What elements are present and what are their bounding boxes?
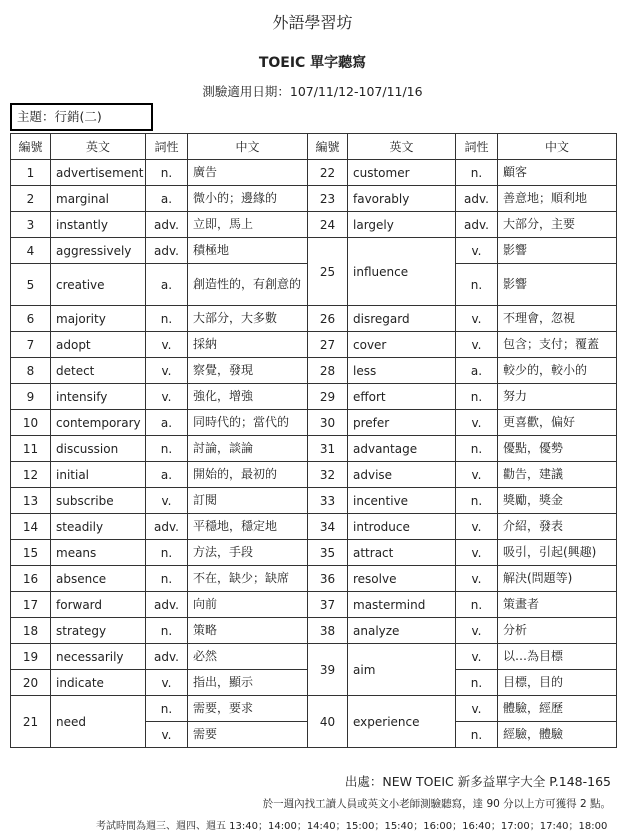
left-word-pos: n. — [146, 618, 188, 644]
left-word-number: 15 — [11, 540, 51, 566]
left-word-pos: v. — [146, 670, 188, 696]
left-word-chinese: 採納 — [188, 332, 308, 358]
left-word-english: discussion — [51, 436, 146, 462]
table-row — [11, 332, 617, 358]
right-word-chinese: 吸引，引起(興趣) — [498, 540, 617, 566]
left-word-english: necessarily — [51, 644, 146, 670]
table-row — [11, 306, 617, 332]
left-word-pos: n. — [146, 436, 188, 462]
left-word-chinese: 平穩地，穩定地 — [188, 514, 308, 540]
right-word-english: prefer — [348, 410, 456, 436]
right-word-chinese: 解決(問題等) — [498, 566, 617, 592]
table-row — [11, 618, 617, 644]
left-word-pos: n. — [146, 306, 188, 332]
right-word-chinese: 分析 — [498, 618, 617, 644]
col-header-pos: 詞性 — [456, 134, 498, 160]
right-word-pos: v. — [456, 238, 498, 264]
left-word-pos: v. — [146, 358, 188, 384]
left-word-chinese: 廣告 — [188, 160, 308, 186]
right-word-english: analyze — [348, 618, 456, 644]
left-word-english: advertisement — [51, 160, 146, 186]
right-word-pos: n. — [456, 488, 498, 514]
col-header-number: 編號 — [11, 134, 51, 160]
right-word-chinese: 較少的，較小的 — [498, 358, 617, 384]
left-word-english: creative — [51, 264, 146, 306]
left-word-pos: n. — [146, 696, 188, 722]
right-word-pos: n. — [456, 722, 498, 748]
left-word-pos: adv. — [146, 592, 188, 618]
left-word-english: means — [51, 540, 146, 566]
left-word-chinese: 需要，要求 — [188, 696, 308, 722]
right-word-number: 39 — [308, 644, 348, 696]
left-word-pos: n. — [146, 566, 188, 592]
left-word-english: marginal — [51, 186, 146, 212]
right-word-chinese: 包含；支付；覆蓋 — [498, 332, 617, 358]
left-word-number: 3 — [11, 212, 51, 238]
right-word-english: incentive — [348, 488, 456, 514]
left-word-pos: n. — [146, 540, 188, 566]
right-word-pos: adv. — [456, 186, 498, 212]
right-word-english: influence — [348, 238, 456, 306]
right-word-pos: n. — [456, 160, 498, 186]
source-note: 出處：NEW TOEIC 新多益單字大全 P.148-165 — [344, 774, 611, 789]
left-word-chinese: 微小的；邊緣的 — [188, 186, 308, 212]
table-row — [11, 436, 617, 462]
left-word-pos: adv. — [146, 514, 188, 540]
left-word-chinese: 強化，增強 — [188, 384, 308, 410]
right-word-english: aim — [348, 644, 456, 696]
left-word-english: instantly — [51, 212, 146, 238]
right-word-english: advise — [348, 462, 456, 488]
table-row — [11, 566, 617, 592]
right-word-number: 29 — [308, 384, 348, 410]
right-word-pos: v. — [456, 332, 498, 358]
right-word-number: 23 — [308, 186, 348, 212]
left-word-chinese: 察覺，發現 — [188, 358, 308, 384]
left-word-number: 16 — [11, 566, 51, 592]
table-row — [11, 212, 617, 238]
right-word-number: 33 — [308, 488, 348, 514]
right-word-number: 38 — [308, 618, 348, 644]
left-word-number: 18 — [11, 618, 51, 644]
col-header-number: 編號 — [308, 134, 348, 160]
right-word-number: 25 — [308, 238, 348, 306]
right-word-chinese: 體驗，經歷 — [498, 696, 617, 722]
right-word-english: experience — [348, 696, 456, 748]
table-row — [11, 462, 617, 488]
right-word-chinese: 優點，優勢 — [498, 436, 617, 462]
left-word-english: aggressively — [51, 238, 146, 264]
test-date: 測驗適用日期：107/11/12-107/11/16 — [202, 84, 423, 99]
left-word-pos: a. — [146, 410, 188, 436]
left-word-chinese: 必然 — [188, 644, 308, 670]
left-word-english: majority — [51, 306, 146, 332]
right-word-pos: v. — [456, 644, 498, 670]
right-word-chinese: 大部分，主要 — [498, 212, 617, 238]
right-word-english: advantage — [348, 436, 456, 462]
right-word-chinese: 努力 — [498, 384, 617, 410]
left-word-pos: v. — [146, 488, 188, 514]
left-word-pos: a. — [146, 462, 188, 488]
col-header-english: 英文 — [348, 134, 456, 160]
right-word-english: introduce — [348, 514, 456, 540]
left-word-chinese: 大部分，大多數 — [188, 306, 308, 332]
right-word-number: 27 — [308, 332, 348, 358]
left-word-english: forward — [51, 592, 146, 618]
left-word-number: 10 — [11, 410, 51, 436]
right-word-chinese: 不理會，忽視 — [498, 306, 617, 332]
left-word-pos: adv. — [146, 212, 188, 238]
left-word-chinese: 指出，顯示 — [188, 670, 308, 696]
left-word-number: 12 — [11, 462, 51, 488]
page-title: TOEIC 單字聽寫 — [258, 55, 367, 71]
right-word-pos: adv. — [456, 212, 498, 238]
right-word-number: 32 — [308, 462, 348, 488]
right-word-english: favorably — [348, 186, 456, 212]
topic-box: 主題：行銷(二) — [10, 103, 153, 131]
left-word-chinese: 需要 — [188, 722, 308, 748]
table-header-row — [11, 134, 617, 160]
right-word-chinese: 介紹，發表 — [498, 514, 617, 540]
right-word-number: 40 — [308, 696, 348, 748]
left-word-english: intensify — [51, 384, 146, 410]
right-word-chinese: 經驗，體驗 — [498, 722, 617, 748]
right-word-pos: v. — [456, 410, 498, 436]
left-word-number: 19 — [11, 644, 51, 670]
right-word-english: resolve — [348, 566, 456, 592]
left-word-pos: v. — [146, 384, 188, 410]
right-word-english: disregard — [348, 306, 456, 332]
col-header-chinese: 中文 — [188, 134, 308, 160]
right-word-english: mastermind — [348, 592, 456, 618]
left-word-chinese: 積極地 — [188, 238, 308, 264]
right-word-number: 35 — [308, 540, 348, 566]
table-row — [11, 410, 617, 436]
left-word-english: need — [51, 696, 146, 748]
table-row — [11, 514, 617, 540]
left-word-number: 2 — [11, 186, 51, 212]
col-header-chinese: 中文 — [498, 134, 617, 160]
left-word-english: adopt — [51, 332, 146, 358]
right-word-pos: v. — [456, 696, 498, 722]
left-word-english: absence — [51, 566, 146, 592]
right-word-number: 31 — [308, 436, 348, 462]
left-word-number: 4 — [11, 238, 51, 264]
left-word-english: indicate — [51, 670, 146, 696]
left-word-pos: a. — [146, 264, 188, 306]
left-word-pos: n. — [146, 160, 188, 186]
right-word-english: customer — [348, 160, 456, 186]
left-word-number: 11 — [11, 436, 51, 462]
left-word-english: subscribe — [51, 488, 146, 514]
exam-times: 考試時間為週三、週四、週五 13:40；14:00；14:40；15:00；15:40；16:00；16:40；17:00；17:40；18:00 — [96, 821, 608, 832]
right-word-pos: n. — [456, 384, 498, 410]
right-word-number: 28 — [308, 358, 348, 384]
right-word-number: 22 — [308, 160, 348, 186]
right-word-pos: v. — [456, 540, 498, 566]
left-word-chinese: 訂閱 — [188, 488, 308, 514]
left-word-number: 8 — [11, 358, 51, 384]
right-word-pos: n. — [456, 264, 498, 306]
left-word-number: 7 — [11, 332, 51, 358]
right-word-english: less — [348, 358, 456, 384]
left-word-chinese: 方法，手段 — [188, 540, 308, 566]
right-word-pos: a. — [456, 358, 498, 384]
left-word-pos: v. — [146, 332, 188, 358]
left-word-number: 5 — [11, 264, 51, 306]
table-row — [11, 540, 617, 566]
table-row — [11, 160, 617, 186]
right-word-number: 24 — [308, 212, 348, 238]
left-word-chinese: 不在，缺少；缺席 — [188, 566, 308, 592]
right-word-pos: v. — [456, 566, 498, 592]
right-word-chinese: 目標，目的 — [498, 670, 617, 696]
right-word-pos: v. — [456, 306, 498, 332]
left-word-chinese: 同時代的；當代的 — [188, 410, 308, 436]
right-word-chinese: 獎勵，獎金 — [498, 488, 617, 514]
right-word-chinese: 顧客 — [498, 160, 617, 186]
test-instruction: 於一週內找工讀人員或英文小老師測驗聽寫，達 90 分以上方可獲得 2 點。 — [262, 798, 611, 810]
left-word-chinese: 策略 — [188, 618, 308, 644]
table-row — [11, 384, 617, 410]
right-word-chinese: 影響 — [498, 238, 617, 264]
left-word-chinese: 討論，談論 — [188, 436, 308, 462]
right-word-pos: n. — [456, 592, 498, 618]
left-word-number: 1 — [11, 160, 51, 186]
left-word-english: detect — [51, 358, 146, 384]
col-header-pos: 詞性 — [146, 134, 188, 160]
left-word-pos: a. — [146, 186, 188, 212]
left-word-chinese: 開始的，最初的 — [188, 462, 308, 488]
right-word-english: cover — [348, 332, 456, 358]
school-name: 外語學習坊 — [272, 13, 353, 32]
left-word-number: 20 — [11, 670, 51, 696]
left-word-number: 17 — [11, 592, 51, 618]
vocabulary-table — [10, 133, 617, 748]
left-word-pos: adv. — [146, 644, 188, 670]
table-row — [11, 592, 617, 618]
right-word-number: 26 — [308, 306, 348, 332]
col-header-english: 英文 — [51, 134, 146, 160]
right-word-chinese: 以…為目標 — [498, 644, 617, 670]
right-word-english: largely — [348, 212, 456, 238]
right-word-number: 30 — [308, 410, 348, 436]
table-row — [11, 186, 617, 212]
right-word-chinese: 善意地；順利地 — [498, 186, 617, 212]
right-word-number: 34 — [308, 514, 348, 540]
left-word-pos: adv. — [146, 238, 188, 264]
right-word-english: effort — [348, 384, 456, 410]
right-word-number: 36 — [308, 566, 348, 592]
left-word-english: initial — [51, 462, 146, 488]
left-word-chinese: 立即，馬上 — [188, 212, 308, 238]
table-row — [11, 696, 617, 722]
table-row — [11, 358, 617, 384]
left-word-number: 6 — [11, 306, 51, 332]
left-word-pos: v. — [146, 722, 188, 748]
right-word-chinese: 影響 — [498, 264, 617, 306]
right-word-pos: n. — [456, 436, 498, 462]
right-word-pos: v. — [456, 462, 498, 488]
right-word-chinese: 勸告，建議 — [498, 462, 617, 488]
table-row — [11, 238, 617, 264]
right-word-english: attract — [348, 540, 456, 566]
right-word-chinese: 更喜歡，偏好 — [498, 410, 617, 436]
left-word-english: strategy — [51, 618, 146, 644]
table-row — [11, 644, 617, 670]
left-word-number: 21 — [11, 696, 51, 748]
left-word-chinese: 創造性的，有創意的 — [188, 264, 308, 306]
left-word-number: 14 — [11, 514, 51, 540]
table-row — [11, 488, 617, 514]
right-word-pos: v. — [456, 618, 498, 644]
right-word-chinese: 策畫者 — [498, 592, 617, 618]
right-word-number: 37 — [308, 592, 348, 618]
left-word-english: contemporary — [51, 410, 146, 436]
right-word-pos: n. — [456, 670, 498, 696]
left-word-number: 9 — [11, 384, 51, 410]
left-word-english: steadily — [51, 514, 146, 540]
left-word-number: 13 — [11, 488, 51, 514]
left-word-chinese: 向前 — [188, 592, 308, 618]
right-word-pos: v. — [456, 514, 498, 540]
